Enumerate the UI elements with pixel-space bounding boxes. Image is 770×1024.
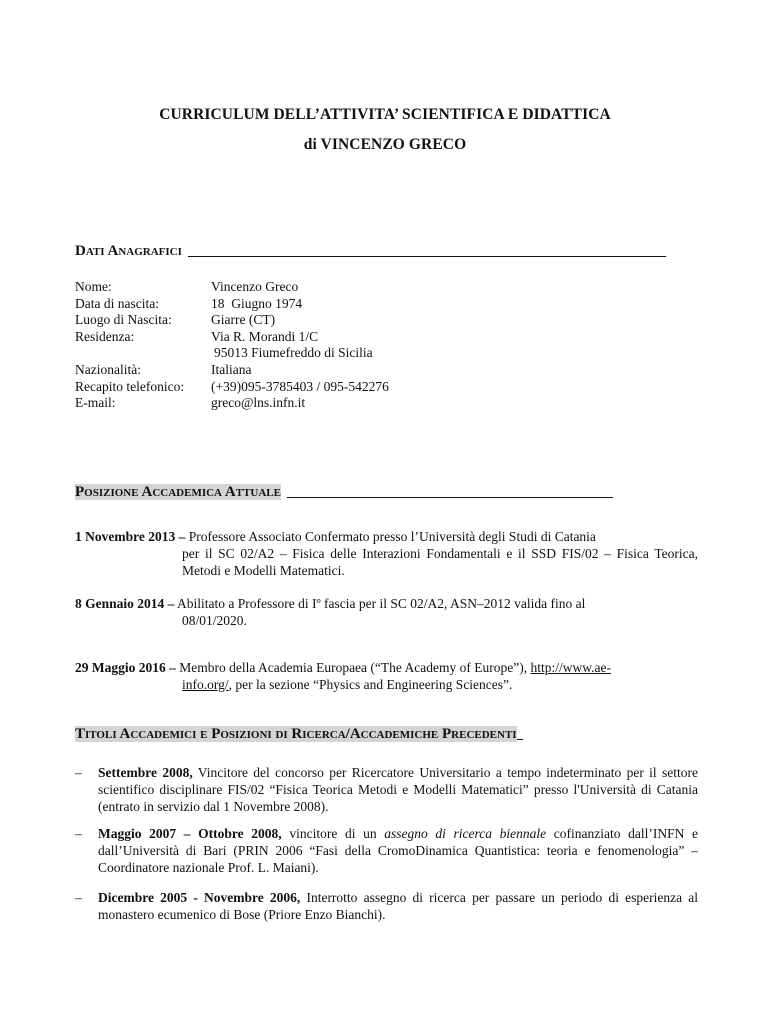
heading-rule <box>188 255 666 257</box>
ana-row-luogo-nascita: Luogo di Nascita: Giarre (CT) <box>75 312 276 328</box>
document-subtitle: di VINCENZO GRECO <box>303 136 467 153</box>
section-heading-dati-anagrafici: Dati Anagrafici <box>75 243 666 260</box>
ana-row-nome: Nome: Vincenzo Greco <box>75 279 299 294</box>
academy-link-cont[interactable]: info.org/ <box>182 676 229 692</box>
heading-rule <box>517 738 523 740</box>
dash-bullet: – <box>75 826 82 841</box>
posizione-entry: 29 Maggio 2016 – Membro della Academia Europaea (“The Academy of Europe”), http://www.ae- info.org/, per la sezione “Physics and Engineering Sciences”. <box>75 660 611 692</box>
posizione-entry: 1 Novembre 2013 – Professore Associato Confermato presso l’Università degli Studi di Catania per il SC 02/A2 – Fisica delle Interazioni Fondamentali e il SSD FIS/02 – Fisica Teorica, Metodi e Modelli Matematici. <box>75 529 698 578</box>
ana-row-data-nascita: Data di nascita: 18 Giugno 1974 <box>75 295 303 311</box>
heading-rule <box>287 496 613 498</box>
ana-row-residenza: Residenza: Via R. Morandi 1/C <box>75 328 319 344</box>
section-heading-posizione: Posizione Accademica Attuale <box>75 484 613 501</box>
dash-bullet: – <box>75 765 82 780</box>
document-title: CURRICULUM DELL’ATTIVITA’ SCIENTIFICA E DIDATTICA <box>159 106 611 123</box>
ana-row-nazionalita: Nazionalità: Italiana <box>75 361 252 377</box>
ana-row-email: E-mail: greco@lns.infn.it <box>75 395 306 411</box>
dati-anagrafici-table <box>75 279 389 412</box>
academy-link[interactable]: http://www.ae- <box>530 660 611 675</box>
dash-bullet: – <box>75 890 82 905</box>
ana-row-residenza-cont: 95013 Fiumefreddo di Sicilia <box>214 345 373 361</box>
titoli-bullet: – Settembre 2008, Vincitore del concorso per Ricercatore Universitario a tempo indeterminato per il settore scientifico disciplinare FIS/02 “Fisica Teorica Metodi e Modelli Matematici” presso l'Università di Catania (entrato in servizio dal 1 Novembre 2008). <box>75 765 699 814</box>
titoli-bullet: – Dicembre 2005 - Novembre 2006, Interrotto assegno di ricerca per passare un periodo di esperienza al monastero ecumenico di Bose (Priore Enzo Bianchi). <box>75 890 699 922</box>
ana-row-telefono: Recapito telefonico: (+39)095-3785403 / 095-542276 <box>75 378 389 394</box>
section-heading-titoli: Titoli Accademici e Posizioni di Ricerca/Accademiche Precedenti <box>75 726 523 743</box>
posizione-entry: 8 Gennaio 2014 – Abilitato a Professore di Iº fascia per il SC 02/A2, ASN–2012 valida fino al 08/01/2020. <box>75 596 586 628</box>
titoli-bullet: – Maggio 2007 – Ottobre 2008, vincitore di un assegno di ricerca biennale cofinanziato dall’INFN e dall’Università di Bari (PRIN 2006 “Fasi della CromoDinamica Quantistica: teoria e fenomenologia” – Coordinatore nazionale Prof. L. Maiani). <box>75 826 699 875</box>
